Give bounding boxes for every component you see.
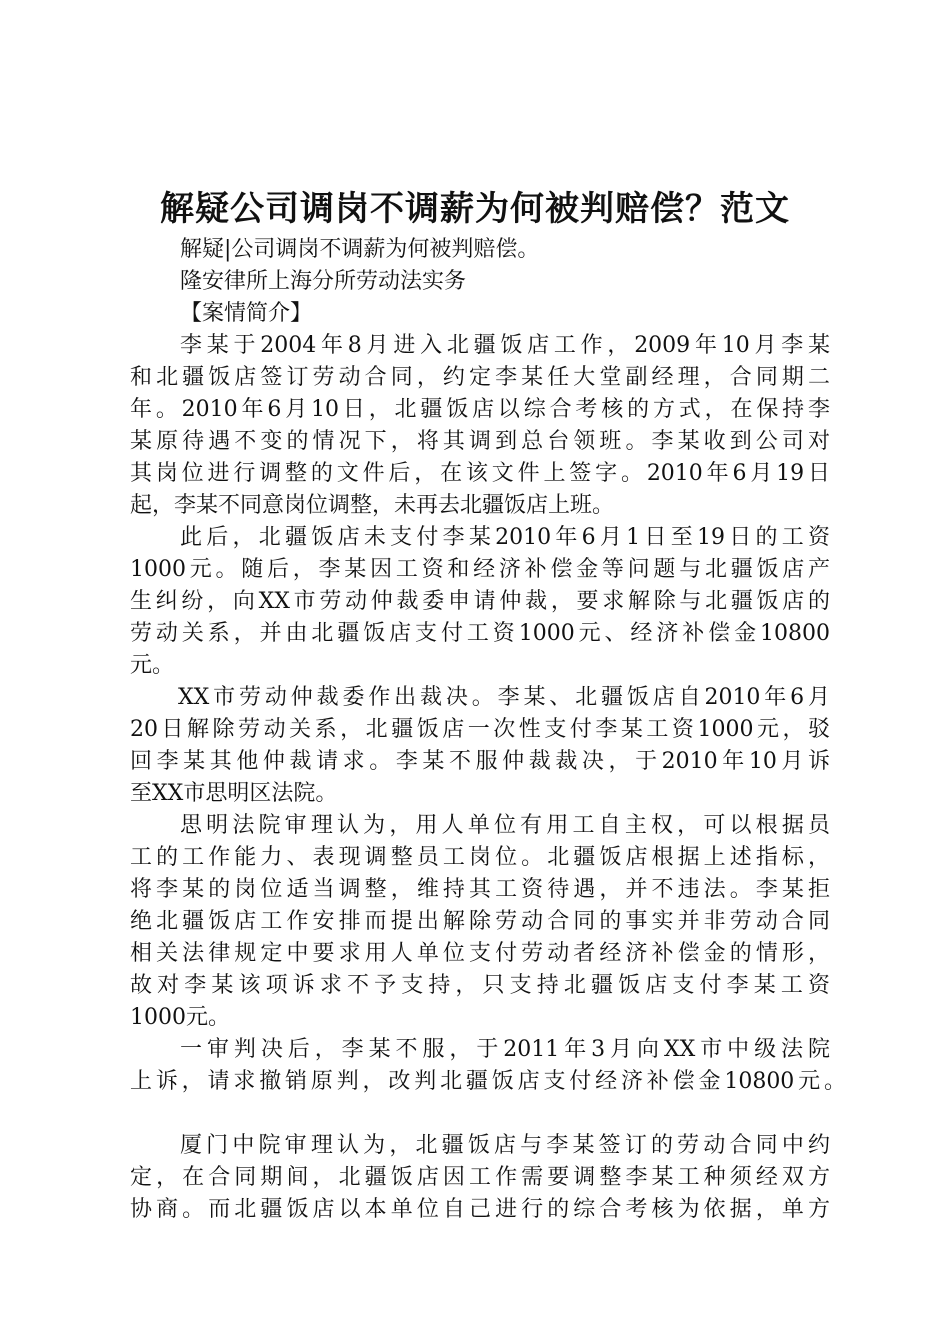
paragraph-line: 1000元。随后，李某因工资和经济补偿金等问题与北疆饭店产 xyxy=(130,557,830,582)
paragraph-line: 1000元。 xyxy=(130,1005,230,1030)
subtitle-line: 解疑|公司调岗不调薪为何被判赔偿。 xyxy=(180,237,540,262)
paragraph-line: 劳动关系，并由北疆饭店支付工资1000元、经济补偿金10800 xyxy=(130,621,830,646)
paragraph-line: 上诉，请求撤销原判，改判北疆饭店支付经济补偿金10800元。 xyxy=(130,1069,846,1094)
paragraph-line: 厦门中院审理认为，北疆饭店与李某签订的劳动合同中约 xyxy=(180,1133,830,1158)
paragraph-line: 李某于2004年8月进入北疆饭店工作，2009年10月李某 xyxy=(180,333,830,358)
paragraph-line: 定，在合同期间，北疆饭店因工作需要调整李某工种须经双方 xyxy=(130,1165,830,1190)
paragraph-line: 回李某其他仲裁请求。李某不服仲裁裁决，于2010年10月诉 xyxy=(130,749,830,774)
paragraph-line: 生纠纷，向XX市劳动仲裁委申请仲裁，要求解除与北疆饭店的 xyxy=(130,589,830,614)
paragraph-line: 此后，北疆饭店未支付李某2010年6月1日至19日的工资 xyxy=(180,525,830,550)
paragraph-line: 年。2010年6月10日，北疆饭店以综合考核的方式，在保持李 xyxy=(130,397,830,422)
paragraph-line: 故对李某该项诉求不予支持，只支持北疆饭店支付李某工资 xyxy=(130,973,830,998)
section-heading: 【案情简介】 xyxy=(180,301,313,326)
paragraph-line: 其岗位进行调整的文件后，在该文件上签字。2010年6月19日 xyxy=(130,461,830,486)
paragraph-line: 思明法院审理认为，用人单位有用工自主权，可以根据员 xyxy=(180,813,830,838)
paragraph-line: 协商。而北疆饭店以本单位自己进行的综合考核为依据，单方 xyxy=(130,1197,830,1222)
paragraph-line: 起，李某不同意岗位调整，未再去北疆饭店上班。 xyxy=(130,493,615,518)
paragraph-line: 20日解除劳动关系，北疆饭店一次性支付李某工资1000元，驳 xyxy=(130,717,830,742)
paragraph-line: 一审判决后，李某不服，于2011年3月向XX市中级法院 xyxy=(180,1037,830,1062)
author-line: 隆安律所上海分所劳动法实务 xyxy=(180,269,467,294)
paragraph-line: 和北疆饭店签订劳动合同，约定李某任大堂副经理，合同期二 xyxy=(130,365,830,390)
document-title: 解疑公司调岗不调薪为何被判赔偿？范文 xyxy=(160,189,790,229)
paragraph-line: 相关法律规定中要求用人单位支付劳动者经济补偿金的情形， xyxy=(130,941,830,966)
paragraph-line: 元。 xyxy=(130,653,175,678)
paragraph-line: 工的工作能力、表现调整员工岗位。北疆饭店根据上述指标， xyxy=(130,845,830,870)
paragraph-line: XX市劳动仲裁委作出裁决。李某、北疆饭店自2010年6月 xyxy=(178,685,830,710)
paragraph-line: 某原待遇不变的情况下，将其调到总台领班。李某收到公司对 xyxy=(130,429,830,454)
paragraph-line: 将李某的岗位适当调整，维持其工资待遇，并不违法。李某拒 xyxy=(130,877,830,902)
paragraph-line: 绝北疆饭店工作安排而提出解除劳动合同的事实并非劳动合同 xyxy=(130,909,830,934)
paragraph-line: 至XX市思明区法院。 xyxy=(130,781,338,806)
